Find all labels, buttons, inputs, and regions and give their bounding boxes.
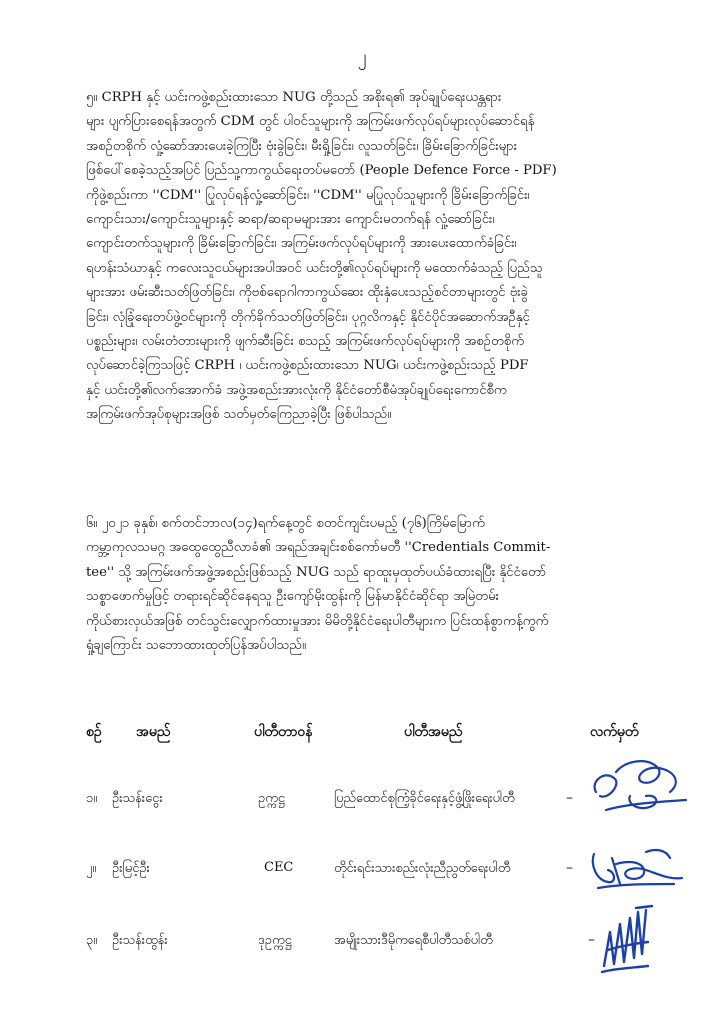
paragraph-line: ၅။ CRPH နှင့် ယင်းကဖွဲ့စည်းထားသော NUG တို့သည် အစိုးရ၏ အုပ်ချုပ်ရေးယန္တရား [86, 90, 502, 105]
paragraph-line: အကြမ်းဖက်အုပ်စုများအဖြစ် သတ်မှတ်ကြေညာခဲ့ပြီး ဖြစ်ပါသည်။ [86, 407, 392, 423]
signatory-table-header [86, 722, 686, 752]
paragraph-line: ကိုယ်စားလှယ်အဖြစ် တင်သွင်းလျှောက်ထားမှုအား မိမိတို့နိုင်ငံရေးပါတီများက ပြင်းထန်စွာကန့်ကွက် [86, 613, 549, 629]
paragraph-line: ခြင်း၊ လုံခြုံရေးတပ်ဖွဲ့ဝင်များကို တိုက်ခိုက်သတ်ဖြတ်ခြင်း၊ ပုဂ္ဂလိကနှင့် နိုင်ငံပိုင်အဆောက်အဦနှင့် [86, 309, 530, 325]
row-dash: – [566, 790, 573, 806]
row-dash: – [566, 860, 573, 876]
paragraph-line: ကမ္ဘာ့ကုလသမဂ္ဂ အထွေထွေညီလာခံ၏ အရည်အချင်းစစ်ကော်မတီ ''Credentials Commit- [86, 540, 551, 556]
header-party: ပါတီအမည် [404, 724, 463, 740]
signature-mark-2-icon [586, 840, 690, 898]
page-number: ၂ [357, 46, 367, 67]
header-name: အမည် [136, 724, 171, 740]
paragraph-line: ကျောင်းသား/ကျောင်းသူများနှင့် ဆရာ/ဆရာမများအား ကျောင်းမတက်ရန် လှုံ့ဆော်ခြင်း၊ [86, 212, 495, 228]
row-party: တိုင်းရင်းသားစည်းလုံးညီညွတ်ရေးပါတီ [334, 861, 511, 876]
signature-mark-1-icon [586, 752, 696, 824]
row-name: ဦးသန်းငွေး [112, 791, 163, 806]
paragraph-line: လုပ်ဆောင်ခဲ့ကြသဖြင့် CRPH ၊ ယင်းကဖွဲ့စည်းထားသော NUG၊ ယင်းကဖွဲ့စည်းသည့် PDF [86, 358, 529, 374]
row-position: CEC [264, 860, 294, 875]
row-position: ဒုဥက္ကဋ္ဌ [258, 933, 292, 948]
header-position: ပါတီတာဝန် [254, 724, 313, 740]
signature-mark-3-icon [596, 902, 658, 978]
paragraph-line: ရှုံ့ချကြောင်း သဘောထားထုတ်ပြန်အပ်ပါသည်။ [86, 638, 306, 654]
row-name: ဦးသန်းထွန်း [112, 933, 168, 948]
row-dash: – [588, 932, 595, 948]
paragraph-line: များအား ဖမ်းဆီးသတ်ဖြတ်ခြင်း၊ ကိုဗစ်ရောဂါကာကွယ်ဆေး ထိုးနှံပေးသည့်စင်တာများတွင် ဗုံးခွဲ [86, 285, 528, 301]
paragraph-line: tee'' သို့ အကြမ်းဖက်အဖွဲ့အစည်းဖြစ်သည့် NUG သည် ရာထူးမှထုတ်ပယ်ခံထားရပြီး နိုင်ငံတော် [86, 564, 547, 580]
paragraph-line: နှင့် ယင်းတို့၏လက်အောက်ခံ အဖွဲ့အစည်းအားလုံးကို နိုင်ငံတော်စီမံအုပ်ချုပ်ရေးကောင်စီက [86, 382, 507, 398]
paragraph-line: ကိုဖွဲ့စည်းကာ ''CDM'' ပြုလုပ်ရန်လှုံ့ဆော်ခြင်း၊ ''CDM'' မပြုလုပ်သူများကို ခြိမ်းခြောက်ခြင်း၊ [86, 187, 530, 203]
row-no: ၂။ [86, 861, 97, 876]
row-no: ၃။ [86, 933, 98, 948]
paragraph-line: အစဉ်တစိုက် လှုံ့ဆော်အားပေးခဲ့ကြပြီး ဗုံးခွဲခြင်း၊ မီးရှို့ခြင်း၊ လူသတ်ခြင်း၊ ခြိမ်းခြောက်ခြင်းများ [86, 138, 518, 154]
paragraph-line: ၆။ ၂၀၂၁ ခုနှစ်၊ စက်တင်ဘာလ(၁၄)ရက်နေ့တွင် စတင်ကျင်းပမည့် (၇၆)ကြိမ်မြောက် [86, 516, 485, 531]
header-signature: လက်မှတ် [590, 724, 639, 740]
paragraph-line: ကျောင်းတက်သူများကို ခြိမ်းခြောက်ခြင်း၊ အကြမ်းဖက်လုပ်ရပ်များကို အားပေးထောက်ခံခြင်း၊ [86, 236, 517, 252]
row-no: ၁။ [86, 791, 98, 806]
row-name: ဦးမြင့်ဦး [112, 861, 150, 876]
paragraph-line: သစ္စာဖောက်မှုဖြင့် တရားရင်ဆိုင်နေရသူ ဦးကျော်မိုးထွန်းကို မြန်မာနိုင်ငံဆိုင်ရာ အမြဲတမ်း [86, 589, 499, 605]
row-party: အမျိုးသားဒီမိုကရေစီပါတီသစ်ပါတီ [334, 933, 493, 948]
paragraph-line: ရဟန်းသံဃာနှင့် ကလေးသူငယ်များအပါအဝင် ယင်းတို့၏လုပ်ရပ်များကို မထောက်ခံသည့် ပြည်သူ [86, 260, 543, 276]
paragraph-line: ပစ္စည်းများ၊ လမ်းတံတားများကို ဖျက်ဆီးခြင်း စသည့် အကြမ်းဖက်လုပ်ရပ်များကို အစဉ်တစိုက် [86, 334, 525, 350]
row-party: ပြည်ထောင်စုကြံ့ခိုင်ရေးနှင့်ဖွံ့ဖြိုးရေးပါတီ [334, 791, 515, 806]
paragraph-line: များ ပျက်ပြားစေရန်အတွက် CDM တွင် ပါဝင်သူများကို အကြမ်းဖက်လုပ်ရပ်များလုပ်ဆောင်ရန် [86, 114, 535, 130]
paragraph-6 [86, 512, 660, 658]
paragraph-line: ဖြစ်ပေါ်စေခဲ့သည့်အပြင် ပြည်သူ့ကာကွယ်ရေးတပ်မတော် (People Defence Force - PDF) [86, 163, 557, 179]
header-no: စဉ် [86, 724, 102, 740]
row-position: ဥက္ကဋ္ဌ [258, 791, 285, 806]
paragraph-5 [86, 86, 660, 428]
